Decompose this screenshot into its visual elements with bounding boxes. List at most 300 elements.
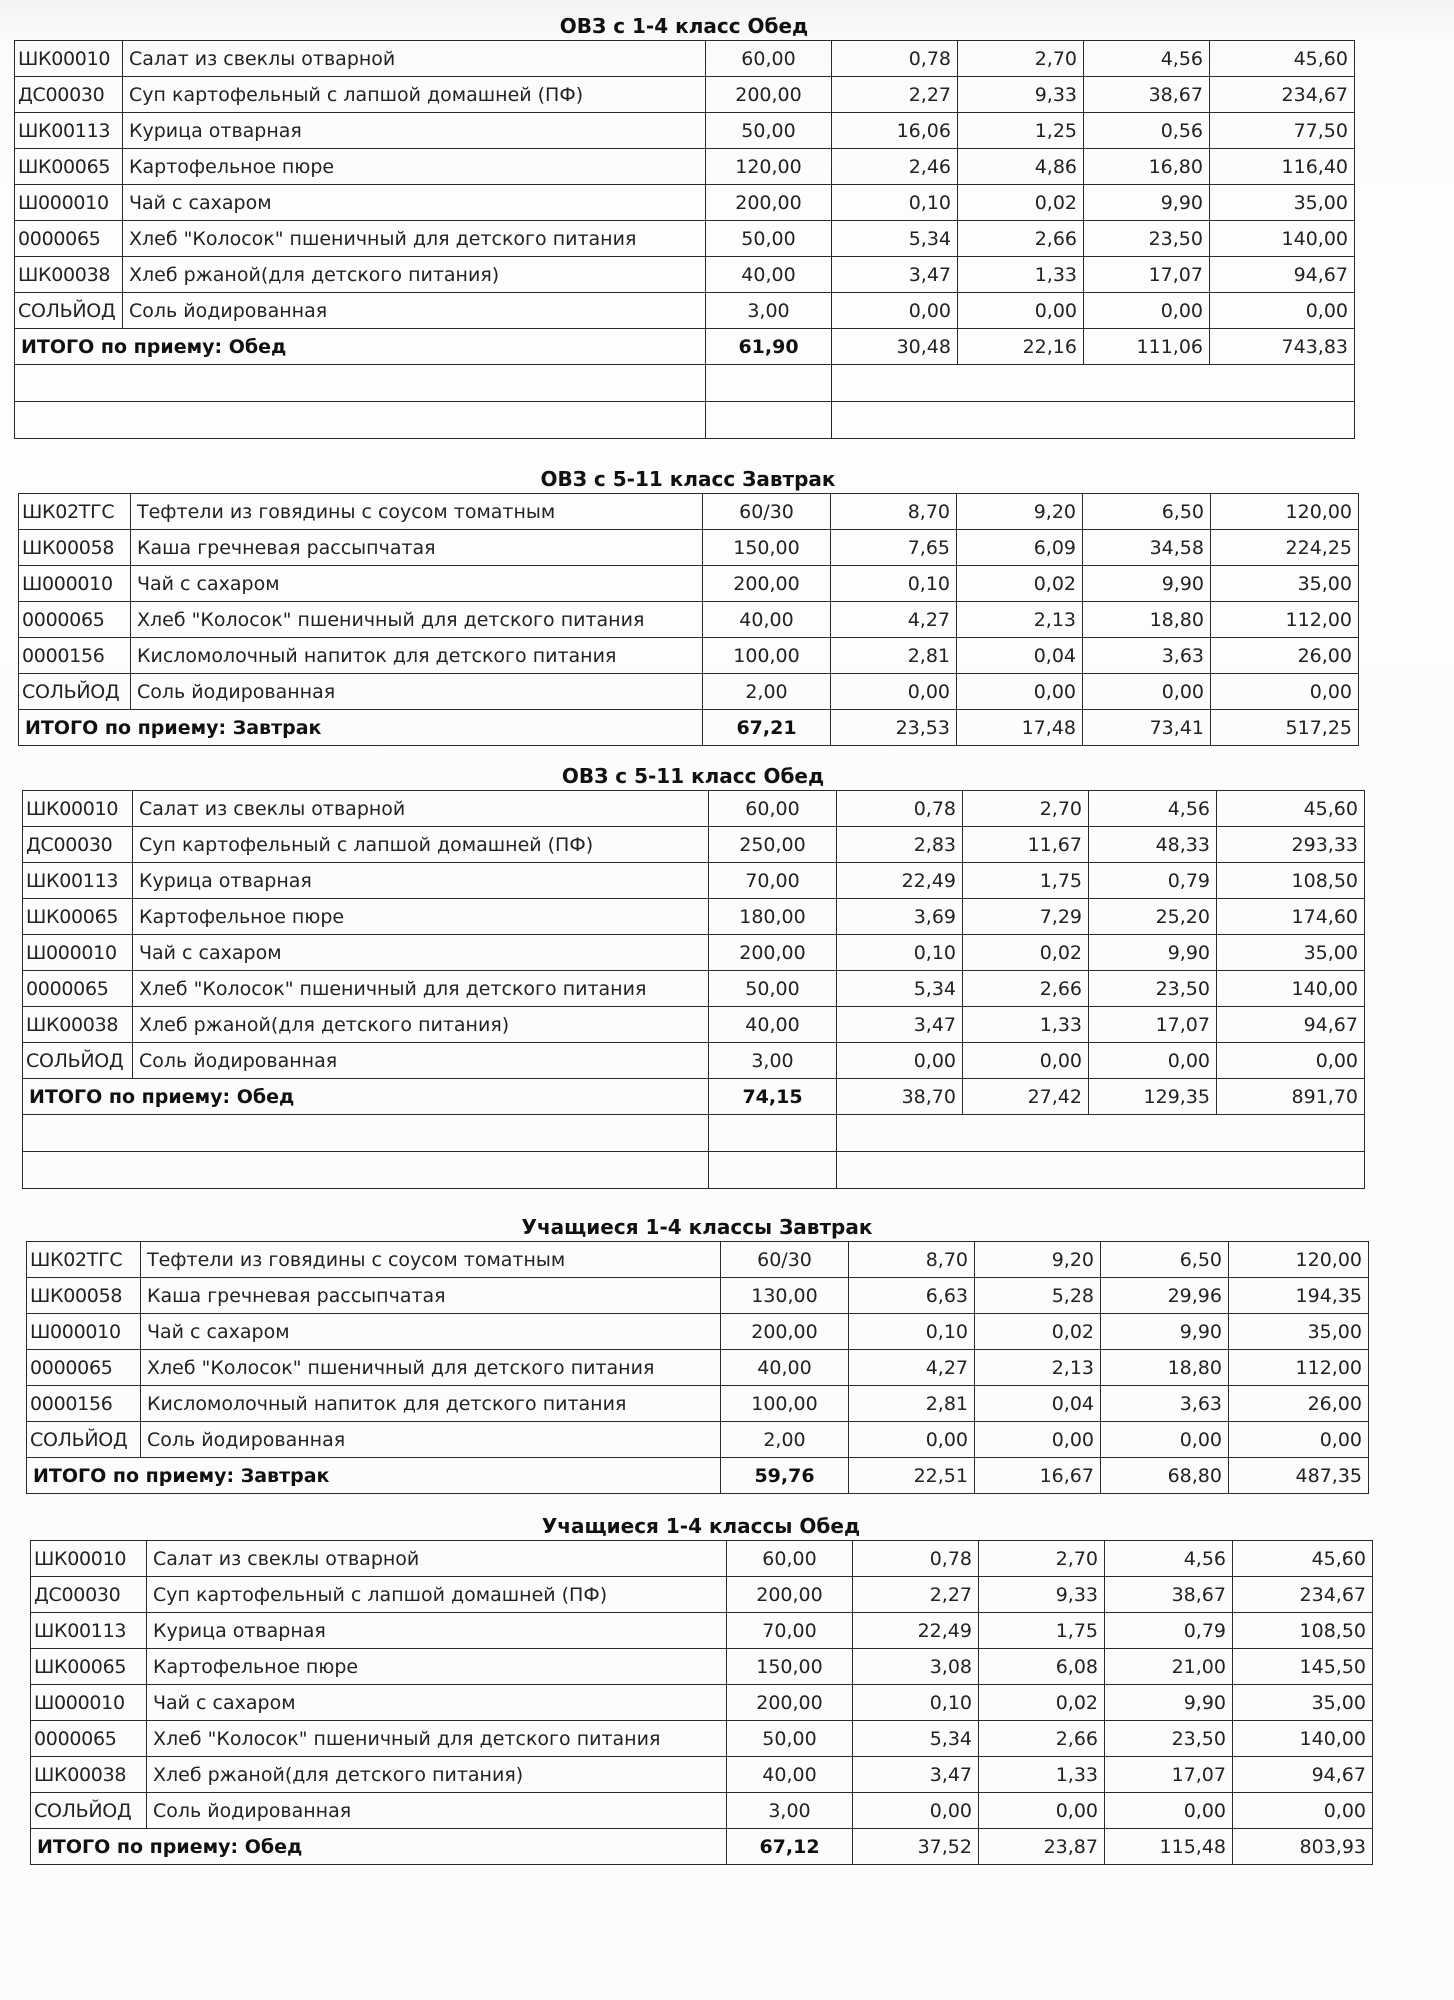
dish-name: Соль йодированная — [147, 1793, 727, 1829]
dish-name: Салат из свеклы отварной — [133, 791, 709, 827]
fat-value: 7,29 — [963, 899, 1089, 935]
dish-name: Салат из свеклы отварной — [123, 41, 706, 77]
dish-code: ШК00038 — [23, 1007, 133, 1043]
portion-weight: 50,00 — [706, 221, 832, 257]
protein-value: 0,00 — [837, 1043, 963, 1079]
section-title: ОВЗ с 5-11 класс Обед — [561, 764, 825, 788]
portion-weight: 120,00 — [706, 149, 832, 185]
table-row — [19, 638, 1359, 674]
kcal-value: 94,67 — [1217, 1007, 1365, 1043]
portion-weight: 200,00 — [727, 1685, 853, 1721]
kcal-value: 140,00 — [1233, 1721, 1373, 1757]
carbs-value: 9,90 — [1101, 1314, 1229, 1350]
total-row — [15, 329, 1355, 365]
protein-value: 0,00 — [831, 674, 957, 710]
fat-value: 0,04 — [957, 638, 1083, 674]
kcal-value: 140,00 — [1217, 971, 1365, 1007]
total-label: ИТОГО по приему: Обед — [23, 1079, 709, 1115]
table-row — [31, 1685, 1373, 1721]
fat-value: 2,66 — [979, 1721, 1105, 1757]
dish-name: Чай с сахаром — [147, 1685, 727, 1721]
dish-name: Тефтели из говядины с соусом томатным — [141, 1242, 721, 1278]
total-weight: 67,12 — [727, 1829, 853, 1865]
blank-cell — [832, 365, 1355, 402]
protein-value: 5,34 — [853, 1721, 979, 1757]
carbs-value: 34,58 — [1083, 530, 1211, 566]
carbs-value: 0,00 — [1105, 1793, 1233, 1829]
dish-code: 0000065 — [15, 221, 123, 257]
portion-weight: 100,00 — [703, 638, 831, 674]
blank-row — [23, 1115, 1365, 1152]
fat-value: 4,86 — [958, 149, 1084, 185]
dish-name: Чай с сахаром — [123, 185, 706, 221]
carbs-value: 9,90 — [1105, 1685, 1233, 1721]
protein-value: 0,78 — [832, 41, 958, 77]
dish-code: 0000156 — [27, 1386, 141, 1422]
portion-weight: 40,00 — [727, 1757, 853, 1793]
carbs-value: 25,20 — [1089, 899, 1217, 935]
carbs-value: 3,63 — [1101, 1386, 1229, 1422]
table-row — [15, 257, 1355, 293]
total-row — [31, 1829, 1373, 1865]
blank-row — [15, 402, 1355, 439]
blank-cell — [15, 365, 706, 402]
kcal-value: 174,60 — [1217, 899, 1365, 935]
dish-name: Суп картофельный с лапшой домашней (ПФ) — [123, 77, 706, 113]
carbs-value: 6,50 — [1083, 494, 1211, 530]
kcal-value: 120,00 — [1229, 1242, 1369, 1278]
dish-code: 0000156 — [19, 638, 131, 674]
portion-weight: 200,00 — [709, 935, 837, 971]
total-weight: 59,76 — [721, 1458, 849, 1494]
total-kcal: 517,25 — [1211, 710, 1359, 746]
portion-weight: 150,00 — [703, 530, 831, 566]
kcal-value: 35,00 — [1211, 566, 1359, 602]
table-row — [23, 827, 1365, 863]
portion-weight: 50,00 — [706, 113, 832, 149]
kcal-value: 120,00 — [1211, 494, 1359, 530]
dish-code: Ш000010 — [19, 566, 131, 602]
fat-value: 0,02 — [957, 566, 1083, 602]
carbs-value: 4,56 — [1089, 791, 1217, 827]
protein-value: 16,06 — [832, 113, 958, 149]
kcal-value: 145,50 — [1233, 1649, 1373, 1685]
total-label: ИТОГО по приему: Завтрак — [19, 710, 703, 746]
dish-name: Курица отварная — [123, 113, 706, 149]
protein-value: 3,08 — [853, 1649, 979, 1685]
dish-code: 0000065 — [19, 602, 131, 638]
protein-value: 2,46 — [832, 149, 958, 185]
blank-cell — [837, 1115, 1365, 1152]
protein-value: 2,27 — [832, 77, 958, 113]
fat-value: 0,04 — [975, 1386, 1101, 1422]
portion-weight: 2,00 — [703, 674, 831, 710]
table-row — [27, 1242, 1369, 1278]
fat-value: 0,00 — [963, 1043, 1089, 1079]
dish-name: Соль йодированная — [131, 674, 703, 710]
dish-name: Хлеб "Колосок" пшеничный для детского питания — [141, 1350, 721, 1386]
table-row — [31, 1613, 1373, 1649]
portion-weight: 100,00 — [721, 1386, 849, 1422]
dish-name: Картофельное пюре — [133, 899, 709, 935]
dish-code: СОЛЬЙОД — [19, 674, 131, 710]
protein-value: 0,10 — [853, 1685, 979, 1721]
carbs-value: 29,96 — [1101, 1278, 1229, 1314]
fat-value: 2,13 — [975, 1350, 1101, 1386]
dish-code: ДС00030 — [31, 1577, 147, 1613]
kcal-value: 0,00 — [1233, 1793, 1373, 1829]
total-carbs: 115,48 — [1105, 1829, 1233, 1865]
kcal-value: 35,00 — [1217, 935, 1365, 971]
protein-value: 0,10 — [832, 185, 958, 221]
kcal-value: 94,67 — [1210, 257, 1355, 293]
table-row — [19, 494, 1359, 530]
total-fat: 22,16 — [958, 329, 1084, 365]
table-row — [27, 1314, 1369, 1350]
blank-cell — [709, 1152, 837, 1189]
carbs-value: 17,07 — [1105, 1757, 1233, 1793]
carbs-value: 0,56 — [1084, 113, 1210, 149]
dish-code: ШК00058 — [19, 530, 131, 566]
fat-value: 1,33 — [963, 1007, 1089, 1043]
protein-value: 3,47 — [832, 257, 958, 293]
total-carbs: 73,41 — [1083, 710, 1211, 746]
carbs-value: 38,67 — [1084, 77, 1210, 113]
total-kcal: 803,93 — [1233, 1829, 1373, 1865]
dish-code: 0000065 — [23, 971, 133, 1007]
kcal-value: 224,25 — [1211, 530, 1359, 566]
dish-name: Каша гречневая рассыпчатая — [131, 530, 703, 566]
section-ovz-5-11-breakfast — [18, 465, 1358, 746]
fat-value: 5,28 — [975, 1278, 1101, 1314]
fat-value: 9,20 — [975, 1242, 1101, 1278]
table-row — [15, 149, 1355, 185]
total-weight: 74,15 — [709, 1079, 837, 1115]
dish-code: ШК00058 — [27, 1278, 141, 1314]
kcal-value: 112,00 — [1211, 602, 1359, 638]
kcal-value: 0,00 — [1217, 1043, 1365, 1079]
fat-value: 1,25 — [958, 113, 1084, 149]
total-kcal: 487,35 — [1229, 1458, 1369, 1494]
fat-value: 0,02 — [958, 185, 1084, 221]
protein-value: 0,10 — [831, 566, 957, 602]
fat-value: 2,66 — [958, 221, 1084, 257]
table-row — [27, 1278, 1369, 1314]
kcal-value: 45,60 — [1210, 41, 1355, 77]
portion-weight: 70,00 — [709, 863, 837, 899]
fat-value: 1,33 — [979, 1757, 1105, 1793]
protein-value: 2,81 — [831, 638, 957, 674]
blank-cell — [706, 402, 832, 439]
dish-name: Хлеб "Колосок" пшеничный для детского питания — [123, 221, 706, 257]
kcal-value: 293,33 — [1217, 827, 1365, 863]
total-weight: 61,90 — [706, 329, 832, 365]
section-ovz-1-4-lunch — [14, 12, 1354, 439]
carbs-value: 18,80 — [1101, 1350, 1229, 1386]
protein-value: 0,00 — [853, 1793, 979, 1829]
total-row — [23, 1079, 1365, 1115]
table-row — [15, 41, 1355, 77]
carbs-value: 6,50 — [1101, 1242, 1229, 1278]
portion-weight: 60,00 — [706, 41, 832, 77]
kcal-value: 108,50 — [1233, 1613, 1373, 1649]
portion-weight: 2,00 — [721, 1422, 849, 1458]
dish-code: Ш000010 — [31, 1685, 147, 1721]
blank-cell — [23, 1152, 709, 1189]
fat-value: 2,70 — [979, 1541, 1105, 1577]
dish-code: ШК02ТГС — [27, 1242, 141, 1278]
menu-table — [26, 1241, 1369, 1494]
table-row — [23, 1007, 1365, 1043]
total-carbs: 111,06 — [1084, 329, 1210, 365]
blank-cell — [837, 1152, 1365, 1189]
protein-value: 3,47 — [837, 1007, 963, 1043]
total-label: ИТОГО по приему: Завтрак — [27, 1458, 721, 1494]
carbs-value: 21,00 — [1105, 1649, 1233, 1685]
total-protein: 30,48 — [832, 329, 958, 365]
kcal-value: 45,60 — [1233, 1541, 1373, 1577]
table-row — [31, 1793, 1373, 1829]
total-protein: 22,51 — [849, 1458, 975, 1494]
portion-weight: 60,00 — [727, 1541, 853, 1577]
menu-table — [18, 493, 1359, 746]
section-students-1-4-breakfast — [26, 1213, 1368, 1494]
blank-row — [15, 365, 1355, 402]
table-row — [19, 566, 1359, 602]
kcal-value: 140,00 — [1210, 221, 1355, 257]
protein-value: 5,34 — [832, 221, 958, 257]
menu-table — [14, 40, 1355, 439]
portion-weight: 200,00 — [721, 1314, 849, 1350]
dish-name: Хлеб "Колосок" пшеничный для детского питания — [133, 971, 709, 1007]
dish-name: Курица отварная — [133, 863, 709, 899]
kcal-value: 194,35 — [1229, 1278, 1369, 1314]
fat-value: 0,02 — [975, 1314, 1101, 1350]
blank-cell — [23, 1115, 709, 1152]
dish-code: ШК00065 — [23, 899, 133, 935]
protein-value: 0,78 — [853, 1541, 979, 1577]
total-protein: 37,52 — [853, 1829, 979, 1865]
fat-value: 9,33 — [979, 1577, 1105, 1613]
carbs-value: 0,00 — [1089, 1043, 1217, 1079]
fat-value: 1,33 — [958, 257, 1084, 293]
total-fat: 23,87 — [979, 1829, 1105, 1865]
blank-cell — [15, 402, 706, 439]
protein-value: 2,27 — [853, 1577, 979, 1613]
dish-name: Курица отварная — [147, 1613, 727, 1649]
table-row — [31, 1757, 1373, 1793]
blank-cell — [709, 1115, 837, 1152]
protein-value: 8,70 — [831, 494, 957, 530]
protein-value: 7,65 — [831, 530, 957, 566]
dish-code: ШК00038 — [31, 1757, 147, 1793]
carbs-value: 0,79 — [1089, 863, 1217, 899]
section-ovz-5-11-lunch — [22, 762, 1364, 1189]
dish-name: Соль йодированная — [141, 1422, 721, 1458]
dish-name: Хлеб ржаной(для детского питания) — [133, 1007, 709, 1043]
carbs-value: 4,56 — [1084, 41, 1210, 77]
kcal-value: 26,00 — [1229, 1386, 1369, 1422]
portion-weight: 70,00 — [727, 1613, 853, 1649]
carbs-value: 23,50 — [1105, 1721, 1233, 1757]
dish-name: Соль йодированная — [123, 293, 706, 329]
fat-value: 1,75 — [979, 1613, 1105, 1649]
dish-code: СОЛЬЙОД — [15, 293, 123, 329]
kcal-value: 116,40 — [1210, 149, 1355, 185]
fat-value: 1,75 — [963, 863, 1089, 899]
dish-name: Тефтели из говядины с соусом томатным — [131, 494, 703, 530]
carbs-value: 9,90 — [1083, 566, 1211, 602]
protein-value: 0,10 — [837, 935, 963, 971]
dish-code: Ш000010 — [27, 1314, 141, 1350]
dish-code: ШК00113 — [15, 113, 123, 149]
carbs-value: 3,63 — [1083, 638, 1211, 674]
portion-weight: 40,00 — [703, 602, 831, 638]
table-row — [31, 1577, 1373, 1613]
dish-name: Соль йодированная — [133, 1043, 709, 1079]
kcal-value: 108,50 — [1217, 863, 1365, 899]
menu-table — [22, 790, 1365, 1189]
carbs-value: 18,80 — [1083, 602, 1211, 638]
portion-weight: 3,00 — [727, 1793, 853, 1829]
fat-value: 6,08 — [979, 1649, 1105, 1685]
blank-cell — [832, 402, 1355, 439]
dish-code: ШК00010 — [31, 1541, 147, 1577]
table-row — [23, 899, 1365, 935]
portion-weight: 50,00 — [709, 971, 837, 1007]
protein-value: 3,47 — [853, 1757, 979, 1793]
dish-name: Картофельное пюре — [123, 149, 706, 185]
kcal-value: 45,60 — [1217, 791, 1365, 827]
carbs-value: 17,07 — [1084, 257, 1210, 293]
carbs-value: 9,90 — [1089, 935, 1217, 971]
table-row — [31, 1649, 1373, 1685]
dish-code: Ш000010 — [15, 185, 123, 221]
table-row — [19, 530, 1359, 566]
dish-code: ШК02ТГС — [19, 494, 131, 530]
carbs-value: 38,67 — [1105, 1577, 1233, 1613]
dish-code: СОЛЬЙОД — [31, 1793, 147, 1829]
dish-name: Чай с сахаром — [133, 935, 709, 971]
dish-code: ШК00065 — [15, 149, 123, 185]
protein-value: 0,78 — [837, 791, 963, 827]
total-fat: 17,48 — [957, 710, 1083, 746]
dish-name: Салат из свеклы отварной — [147, 1541, 727, 1577]
table-row — [19, 674, 1359, 710]
protein-value: 0,00 — [832, 293, 958, 329]
kcal-value: 234,67 — [1233, 1577, 1373, 1613]
kcal-value: 234,67 — [1210, 77, 1355, 113]
table-row — [31, 1721, 1373, 1757]
fat-value: 0,00 — [958, 293, 1084, 329]
carbs-value: 9,90 — [1084, 185, 1210, 221]
table-row — [27, 1422, 1369, 1458]
kcal-value: 112,00 — [1229, 1350, 1369, 1386]
carbs-value: 0,00 — [1084, 293, 1210, 329]
table-row — [23, 935, 1365, 971]
dish-name: Хлеб ржаной(для детского питания) — [123, 257, 706, 293]
protein-value: 5,34 — [837, 971, 963, 1007]
dish-code: ДС00030 — [23, 827, 133, 863]
blank-row — [23, 1152, 1365, 1189]
portion-weight: 130,00 — [721, 1278, 849, 1314]
table-row — [23, 863, 1365, 899]
fat-value: 2,70 — [963, 791, 1089, 827]
dish-code: ШК00113 — [31, 1613, 147, 1649]
portion-weight: 60,00 — [709, 791, 837, 827]
portion-weight: 3,00 — [709, 1043, 837, 1079]
fat-value: 0,00 — [957, 674, 1083, 710]
section-students-1-4-lunch — [30, 1512, 1372, 1865]
dish-name: Чай с сахаром — [141, 1314, 721, 1350]
fat-value: 0,00 — [979, 1793, 1105, 1829]
dish-name: Хлеб ржаной(для детского питания) — [147, 1757, 727, 1793]
portion-weight: 60/30 — [721, 1242, 849, 1278]
table-row — [15, 113, 1355, 149]
carbs-value: 17,07 — [1089, 1007, 1217, 1043]
carbs-value: 0,00 — [1083, 674, 1211, 710]
table-row — [19, 602, 1359, 638]
table-row — [23, 1043, 1365, 1079]
portion-weight: 40,00 — [706, 257, 832, 293]
dish-code: ШК00065 — [31, 1649, 147, 1685]
total-kcal: 891,70 — [1217, 1079, 1365, 1115]
dish-code: СОЛЬЙОД — [23, 1043, 133, 1079]
carbs-value: 4,56 — [1105, 1541, 1233, 1577]
section-title: ОВЗ с 5-11 класс Завтрак — [540, 467, 836, 491]
total-protein: 23,53 — [831, 710, 957, 746]
kcal-value: 0,00 — [1210, 293, 1355, 329]
table-row — [15, 185, 1355, 221]
carbs-value: 23,50 — [1084, 221, 1210, 257]
total-carbs: 129,35 — [1089, 1079, 1217, 1115]
section-title: Учащиеся 1-4 классы Завтрак — [521, 1215, 873, 1239]
portion-weight: 40,00 — [721, 1350, 849, 1386]
protein-value: 0,00 — [849, 1422, 975, 1458]
dish-code: ШК00113 — [23, 863, 133, 899]
protein-value: 8,70 — [849, 1242, 975, 1278]
protein-value: 22,49 — [837, 863, 963, 899]
section-title: Учащиеся 1-4 классы Обед — [541, 1514, 861, 1538]
dish-name: Кисломолочный напиток для детского питания — [141, 1386, 721, 1422]
dish-code: 0000065 — [27, 1350, 141, 1386]
blank-cell — [706, 365, 832, 402]
protein-value: 4,27 — [831, 602, 957, 638]
kcal-value: 35,00 — [1210, 185, 1355, 221]
dish-name: Суп картофельный с лапшой домашней (ПФ) — [147, 1577, 727, 1613]
dish-name: Суп картофельный с лапшой домашней (ПФ) — [133, 827, 709, 863]
portion-weight: 50,00 — [727, 1721, 853, 1757]
portion-weight: 200,00 — [706, 77, 832, 113]
total-fat: 16,67 — [975, 1458, 1101, 1494]
portion-weight: 200,00 — [727, 1577, 853, 1613]
fat-value: 2,13 — [957, 602, 1083, 638]
kcal-value: 0,00 — [1211, 674, 1359, 710]
dish-code: 0000065 — [31, 1721, 147, 1757]
dish-code: ДС00030 — [15, 77, 123, 113]
total-weight: 67,21 — [703, 710, 831, 746]
total-row — [27, 1458, 1369, 1494]
table-row — [15, 221, 1355, 257]
protein-value: 2,83 — [837, 827, 963, 863]
portion-weight: 180,00 — [709, 899, 837, 935]
dish-name: Картофельное пюре — [147, 1649, 727, 1685]
kcal-value: 94,67 — [1233, 1757, 1373, 1793]
total-carbs: 68,80 — [1101, 1458, 1229, 1494]
portion-weight: 250,00 — [709, 827, 837, 863]
kcal-value: 35,00 — [1233, 1685, 1373, 1721]
protein-value: 22,49 — [853, 1613, 979, 1649]
